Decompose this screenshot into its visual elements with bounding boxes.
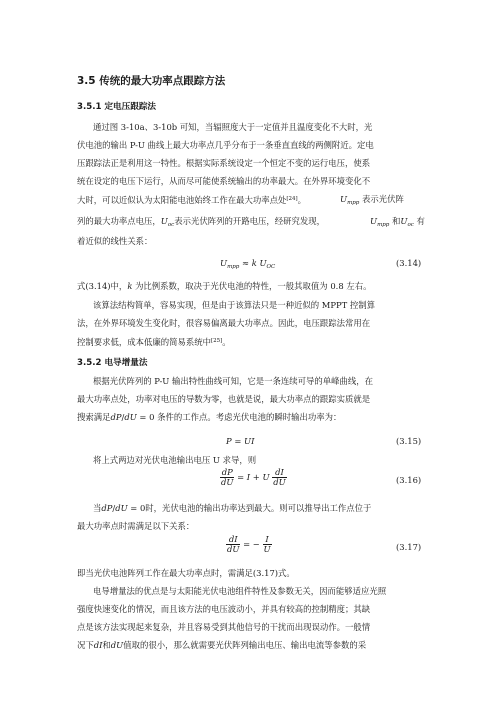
equation-3-15: P = UI [226, 436, 255, 446]
paragraph-line: 伏电池的输出 P-U 曲线上最大功率点几乎分布于一条垂直直线的两侧附近。定电 [77, 140, 374, 150]
paragraph-line-tail: $U_{mpp}$ 和$U_{oc}$ 有 [370, 216, 425, 228]
paragraph-line: 电导增量法的优点是与太阳能光伏电池组件特性及参数无关，因而能够适应光照 [93, 586, 387, 596]
paragraph-line: 着近似的线性关系： [77, 236, 153, 246]
paragraph-line: 强度快速变化的情况，而且该方法的电压波动小，并具有较高的控制精度；其缺 [77, 604, 371, 614]
equation-3-14: $U_{mpp} \approx k$ $U_{OC}$ [220, 258, 276, 270]
equation-number: (3.16) [396, 475, 422, 485]
paragraph-line: 大时，可以近似认为太阳能电池始终工作在最大功率点处[24]。 [77, 195, 307, 205]
subsection-heading-352: 3.5.2 电导增量法 [77, 358, 148, 368]
paragraph-line: 列的最大功率点电压，$U_{oc}$表示光伏阵列的开路电压，经研究发现， [77, 216, 325, 228]
paragraph-line: 压跟踪法正是利用这一特性。根据实际系统设定一个恒定不变的运行电压，使系 [77, 158, 371, 168]
paragraph-line: 当dP/dU = 0时，光伏电池的输出功率达到最大。则可以推导出工作点位于 [93, 503, 372, 513]
paragraph-line: 法，在外界环境发生变化时，很容易偏离最大功率点。因此，电压跟踪法常用在 [77, 318, 371, 328]
equation-number: (3.17) [396, 542, 422, 552]
paragraph-line: 将上式两边对光伏电池输出电压 U 求导，则 [93, 455, 257, 465]
paragraph-line: 统在设定的电压下运行，从而尽可能使系统输出的功率最大。在外界环境变化不 [77, 176, 371, 186]
paragraph-line: 即当光伏电池阵列工作在最大功率点时，需满足(3.17)式。 [77, 568, 295, 578]
subsection-heading-351: 3.5.1 定电压跟踪法 [77, 102, 157, 112]
paragraph-line: 根据光伏阵列的 P-U 输出特性曲线可知，它是一条连续可导的单峰曲线，在 [93, 376, 374, 386]
equation-number: (3.15) [396, 436, 422, 446]
equation-number: (3.14) [396, 258, 422, 268]
citation-ref: [24] [286, 196, 298, 202]
section-title: 3.5 传统的最大功率点跟踪方法 [77, 75, 226, 87]
paragraph-line: 最大功率点时需满足以下关系： [77, 521, 195, 531]
equation-3-16: $\frac{dP}{dU}$ = I + U $\frac{dI}{dU}$ [221, 467, 286, 487]
citation-ref: [25] [211, 338, 223, 344]
math-symbol: U [160, 216, 168, 226]
paragraph-line: 该算法结构简单，容易实现，但是由于该算法只是一种近似的 MPPT 控制算 [93, 300, 376, 310]
paragraph-line: 况下dI和dU值取的很小，那么就需要光伏阵列输出电压、输出电流等参数的采 [77, 640, 367, 650]
equation-3-17: $\frac{dI}{dU}$ = − $\frac{I}{U}$ [227, 534, 271, 554]
paragraph-line: 控制要求低，成本低廉的简易系统中[25]。 [77, 337, 231, 347]
math-symbol: U [340, 194, 348, 204]
paragraph-line-tail: $U_{mpp}$ 表示光伏阵 [340, 194, 404, 206]
paragraph-line: 最大功率点处，功率对电压的导数为零，也就是说，最大功率点的跟踪实质就是 [77, 394, 371, 404]
paragraph-line: 搜索满足dP/dU = 0 条件的工作点。考虑光伏电池的瞬时输出功率为： [77, 412, 342, 422]
paragraph-line: 点是该方法实现起来复杂，并且容易受到其他信号的干扰而出现误动作。一般情 [77, 622, 371, 632]
paragraph-line: 通过图 3-10a、3-10b 可知，当辐照度大于一定值并且温度变化不大时，光 [93, 122, 373, 132]
paragraph-line: 式(3.14)中，k 为比例系数，取决于光伏电池的特性，一般其取值为 0.8 左右。 [77, 281, 372, 291]
